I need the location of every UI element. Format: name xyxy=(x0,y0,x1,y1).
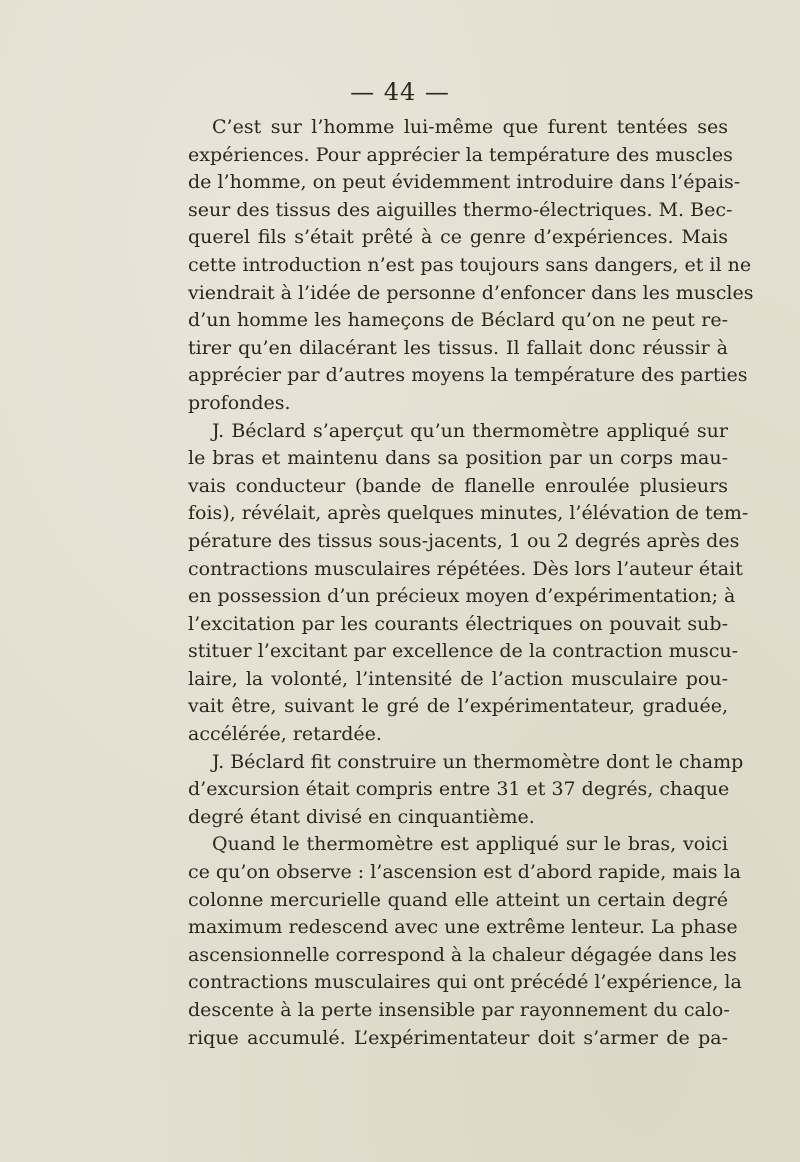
text-line: vais conducteur (bande de flanelle enroulée plusieurs xyxy=(188,474,728,497)
text-line: J. Béclard fit construire un thermomètre dont le champ xyxy=(212,750,744,773)
text-line: vait être, suivant le gré de l’expérimentateur, graduée, xyxy=(188,695,728,718)
text-line: C’est sur l’homme lui-même que furent tentées ses xyxy=(212,116,728,138)
text-line: accélérée, retardée. xyxy=(188,723,382,746)
text-line: d’un homme les hameçons de Béclard qu’on ne peut re- xyxy=(188,309,728,332)
text-line: querel fils s’était prêté à ce genre d’expériences. Mais xyxy=(188,226,728,249)
text-line: cette introduction n’est pas toujours sans dangers, et il ne xyxy=(188,253,752,276)
text-line: descente à la perte insensible par rayonnement du calo- xyxy=(188,999,730,1021)
text-line: contractions musculaires répétées. Dès lors l’auteur était xyxy=(188,557,743,580)
body-text xyxy=(188,114,754,1052)
text-line: viendrait à l’idée de personne d’enfoncer dans les muscles xyxy=(188,281,754,304)
text-line: laire, la volonté, l’intensité de l’action musculaire pou- xyxy=(188,667,728,690)
text-line: rique accumulé. L’expérimentateur doit s’armer de pa- xyxy=(188,1026,728,1049)
text-line: Quand le thermomètre est appliqué sur le bras, voici xyxy=(212,833,728,856)
text-line: maximum redescend avec une extrême lenteur. La phase xyxy=(188,916,738,939)
text-line: contractions musculaires qui ont précédé l’expérience, la xyxy=(188,971,742,994)
text-line: stituer l’excitant par excellence de la contraction muscu- xyxy=(188,640,739,663)
page-number: — 44 — xyxy=(350,78,450,106)
text-line: colonne mercurielle quand elle atteint un certain degré xyxy=(188,888,728,911)
text-line: expériences. Pour apprécier la température des muscles xyxy=(188,143,733,166)
text-line: fois), révélait, après quelques minutes, l’élévation de tem- xyxy=(188,502,749,525)
text-line: l’excitation par les courants électriques on pouvait sub- xyxy=(188,612,728,635)
text-line: le bras et maintenu dans sa position par un corps mau- xyxy=(188,447,728,470)
text-line: seur des tissus des aiguilles thermo-électriques. M. Bec- xyxy=(188,198,733,221)
text-line: degré étant divisé en cinquantième. xyxy=(188,805,535,828)
text-line: tirer qu’en dilacérant les tissus. Il fallait donc réussir à xyxy=(188,336,728,359)
text-line: J. Béclard s’aperçut qu’un thermomètre appliqué sur xyxy=(212,419,728,442)
text-line: apprécier par d’autres moyens la température des parties xyxy=(188,364,748,387)
text-line: d’excursion était compris entre 31 et 37 degrés, chaque xyxy=(188,778,730,801)
text-line: profondes. xyxy=(188,391,291,414)
text-line: de l’homme, on peut évidemment introduire dans l’épais- xyxy=(188,171,741,194)
text-line: ce qu’on observe : l’ascension est d’abord rapide, mais la xyxy=(188,861,741,884)
text-line: en possession d’un précieux moyen d’expérimentation; à xyxy=(188,585,736,608)
text-line: pérature des tissus sous-jacents, 1 ou 2 degrés après des xyxy=(188,529,740,552)
text-line: ascensionnelle correspond à la chaleur dégagée dans les xyxy=(188,943,737,966)
